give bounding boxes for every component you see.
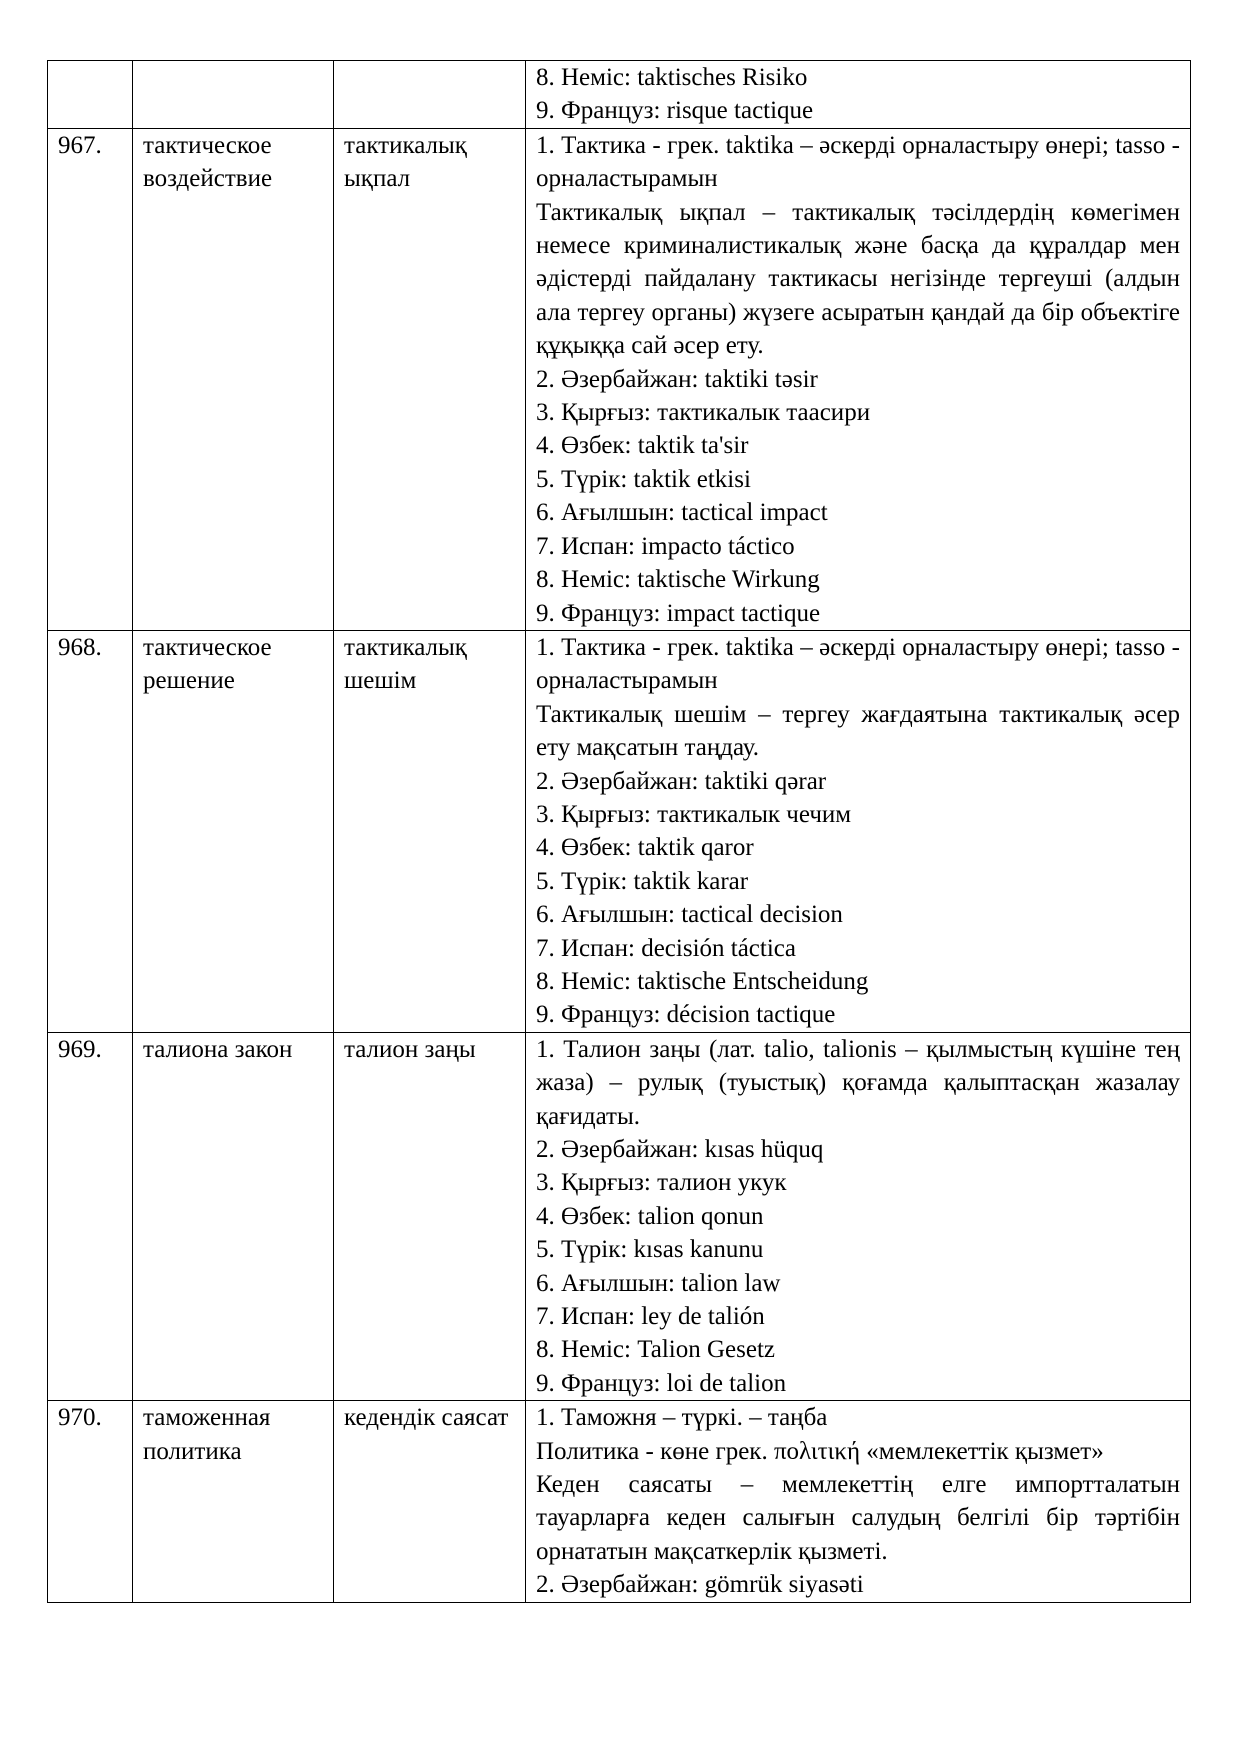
translation-line: 7. Испан: impacto táctico [536,532,795,560]
translation-line: 5. Түрік: taktik etkisi [536,465,751,493]
table-row [48,128,1191,630]
term-description [526,61,1191,129]
table-row [48,1401,1191,1602]
term-kazakh: талион заңы [334,1032,526,1400]
translation-line: 4. Өзбек: talion qonun [536,1202,764,1230]
term-russian: тактическое решение [133,630,334,1032]
term-russian [133,61,334,129]
term-russian: тактическое воздействие [133,128,334,630]
translation-line: 2. Әзербайжан: kısas hüquq [536,1136,824,1163]
translation-line: 9. Француз: décision tactique [536,1001,836,1029]
translation-line: 2. Әзербайжан: taktiki qərar [536,767,827,795]
term-russian: талиона закон [133,1032,334,1400]
translation-line: 4. Өзбек: taktik qaror [536,834,754,862]
entry-number: 969. [48,1032,133,1400]
translation-line: 6. Ағылшын: tactical impact [536,499,828,527]
entry-number: 967. [48,128,133,630]
definition-paragraph: Кеден саясаты – мемлекеттің елге импортталатын тауарларға кеден салығын салудың белгілі бір тәртібін орнататын мақсаткерлік қызметі. [536,1471,1180,1565]
term-description [526,630,1191,1032]
translation-line: 2. Әзербайжан: taktiki təsir [536,365,818,393]
etymology-paragraph: Политика - көне грек. πολιτική «мемлекеттік қызмет» [536,1437,1104,1465]
term-description [526,128,1191,630]
translation-line: 8. Неміс: taktisches Risiko [536,64,808,91]
etymology-line: 1. Таможня – түркі. – таңба [536,1404,828,1432]
term-kazakh: тактикалық шешім [334,630,526,1032]
table-row [48,630,1191,1032]
translation-line: 7. Испан: decisión táctica [536,934,796,962]
translation-line: 9. Француз: risque tactique [536,97,814,125]
translation-line: 9. Француз: loi de talion [536,1369,787,1397]
definition-paragraph: Тактикалық шешім – тергеу жағдаятына тактикалық әсер ету мақсатын таңдау. [536,700,1180,762]
translation-line: 2. Әзербайжан: gömrük siyasəti [536,1571,864,1599]
term-description [526,1401,1191,1602]
translation-line: 5. Түрік: kısas kanunu [536,1236,764,1264]
etymology-paragraph: 1. Тактика - грек. taktika – әскерді орналастыру өнері; tasso - орналастырамын [536,633,1180,695]
dictionary-page [47,60,1190,1603]
definition-paragraph: Тактикалық ықпал – тактикалық тәсілдердің көмегімен немесе криминалистикалық және басқа да құралдар мен әдістерді пайдалану тактикасы негізінде тергеуші (алдын ала тергеу органы) жүзеге асыратын қандай да бір объектіге құқыққа сай әсер ету. [536,198,1180,360]
table-row [48,1032,1191,1400]
translation-line: 5. Түрік: taktik karar [536,867,749,895]
etymology-paragraph: 1. Тактика - грек. taktika – әскерді орналастыру өнері; tasso - орналастырамын [536,131,1180,193]
term-russian: таможенная политика [133,1401,334,1602]
table-row [48,61,1191,129]
translation-line: 7. Испан: ley de talión [536,1303,765,1331]
translation-line: 6. Ағылшын: tactical decision [536,901,843,929]
translation-line: 3. Қырғыз: тактикалык чечим [536,800,852,828]
translation-line: 8. Неміс: taktische Wirkung [536,566,820,594]
translation-line: 9. Француз: impact tactique [536,599,821,627]
entry-number: 968. [48,630,133,1032]
translation-line: 8. Неміс: Talion Gesetz [536,1336,775,1364]
term-kazakh: кедендік саясат [334,1401,526,1602]
translation-line: 3. Қырғыз: тактикалык таасири [536,399,871,427]
term-kazakh [334,61,526,129]
term-kazakh: тактикалық ықпал [334,128,526,630]
definition-paragraph: 1. Талион заңы (лат. talio, talionis – қылмыстың күшіне тең жаза) – рулық (туыстық) қоғамда қалыптасқан жазалау қағидаты. [536,1035,1180,1130]
entry-number: 970. [48,1401,133,1602]
translation-line: 6. Ағылшын: talion law [536,1269,781,1297]
term-description [526,1032,1191,1400]
translation-line: 8. Неміс: taktische Entscheidung [536,967,869,995]
translation-line: 4. Өзбек: taktik ta'sir [536,432,749,460]
dictionary-table [47,60,1191,1603]
translation-line: 3. Қырғыз: талион укук [536,1169,787,1197]
entry-number [48,61,133,129]
